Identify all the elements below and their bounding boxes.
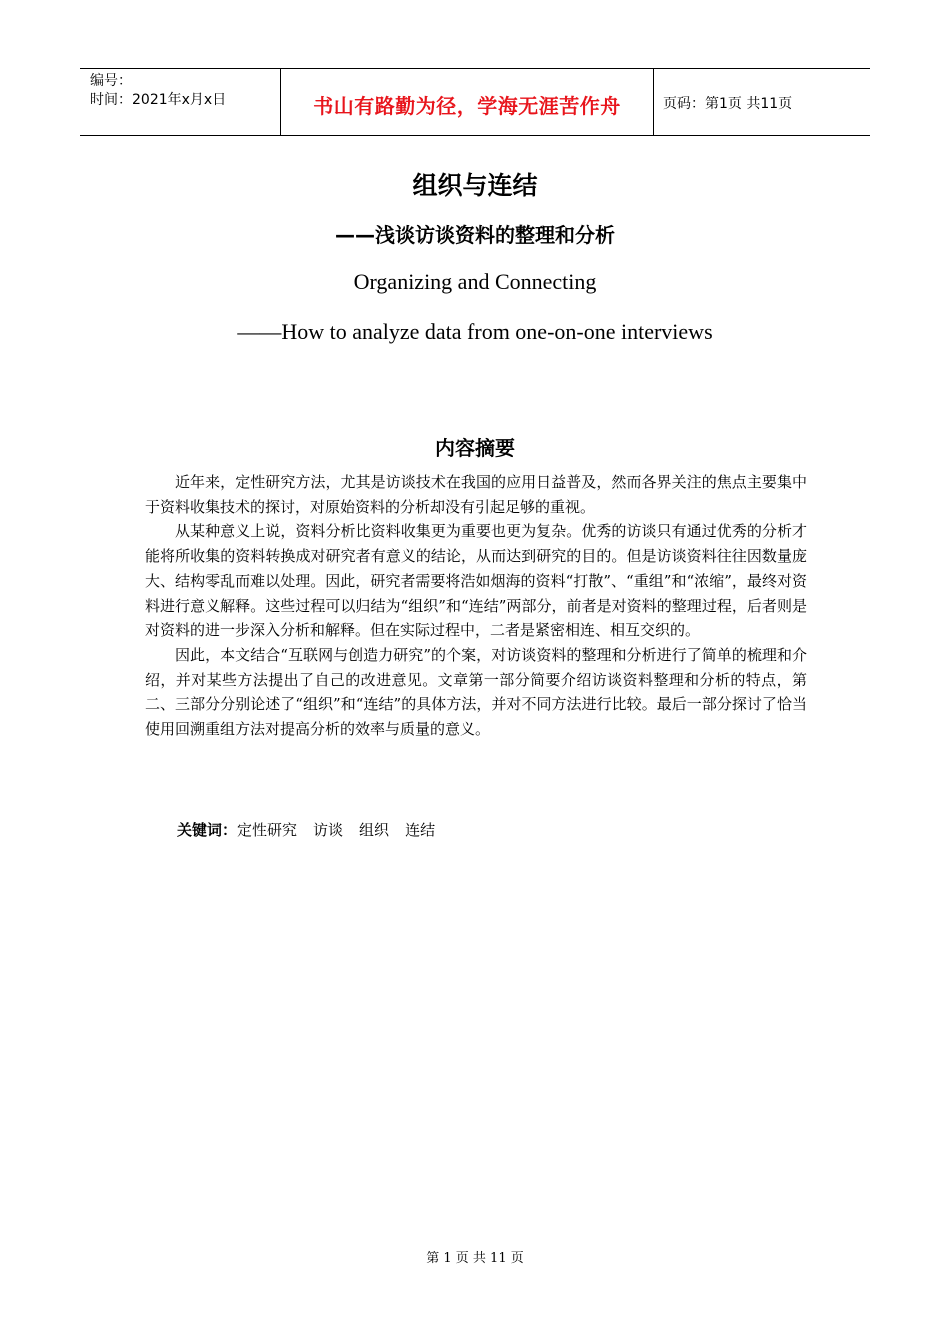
abstract-heading: 内容摘要 bbox=[435, 436, 515, 460]
keyword-item: 组织 bbox=[359, 821, 390, 839]
header-motto: 书山有路勤为径，学海无涯苦作舟 bbox=[313, 93, 621, 118]
document-subtitle-cn: ——浅谈访谈资料的整理和分析 bbox=[335, 223, 615, 247]
page-footer: 第 1 页 共 11 页 bbox=[426, 1251, 524, 1266]
abstract-body bbox=[145, 470, 807, 742]
abstract-paragraph: 近年来，定性研究方法，尤其是访谈技术在我国的应用日益普及，然而各界关注的焦点主要集中于资料收集技术的探讨，对原始资料的分析却没有引起足够的重视。 bbox=[145, 473, 807, 516]
document-title-en: Organizing and Connecting bbox=[353, 269, 597, 294]
document-date: 时间：2021年x月x日 bbox=[90, 92, 227, 108]
document-title-cn: 组织与连结 bbox=[412, 171, 538, 200]
header-motto-cell bbox=[281, 69, 654, 135]
keyword-item: 连结 bbox=[405, 821, 436, 839]
header-page-cell bbox=[654, 69, 870, 135]
keywords-line bbox=[177, 819, 451, 840]
keyword-item: 访谈 bbox=[313, 821, 344, 839]
keywords-label: 关键词： bbox=[177, 821, 238, 839]
keyword-item: 定性研究 bbox=[237, 821, 298, 839]
abstract-paragraph: 因此，本文结合“互联网与创造力研究”的个案，对访谈资料的整理和分析进行了简单的梳理和介绍，并对某些方法提出了自己的改进意见。文章第一部分简要介绍访谈资料整理和分析的特点，第二、三部分分别论述了“组织”和“连结”的具体方法，并对不同方法进行比较。最后一部分探讨了恰当使用回溯重组方法对提高分析的效率与质量的意义。 bbox=[145, 645, 807, 739]
header-page-info: 页码：第1页 共11页 bbox=[663, 96, 793, 112]
page-header bbox=[80, 68, 870, 136]
document-number-label: 编号： bbox=[90, 73, 132, 89]
abstract-paragraph: 从某种意义上说，资料分析比资料收集更为重要也更为复杂。优秀的访谈只有通过优秀的分析才能将所收集的资料转换成对研究者有意义的结论，从而达到研究的目的。但是访谈资料往往因数量庞大、结构零乱而难以处理。因此，研究者需要将浩如烟海的资料“打散”、“重组”和“浓缩”，最终对资料进行意义解释。这些过程可以归结为“组织”和“连结”两部分，前者是对资料的整理过程，后者则是对资料的进一步深入分析和解释。但在实际过程中，二者是紧密相连、相互交织的。 bbox=[145, 522, 807, 640]
document-subtitle-en: ——How to analyze data from one-on-one interviews bbox=[237, 319, 713, 344]
header-meta-cell bbox=[80, 69, 281, 135]
